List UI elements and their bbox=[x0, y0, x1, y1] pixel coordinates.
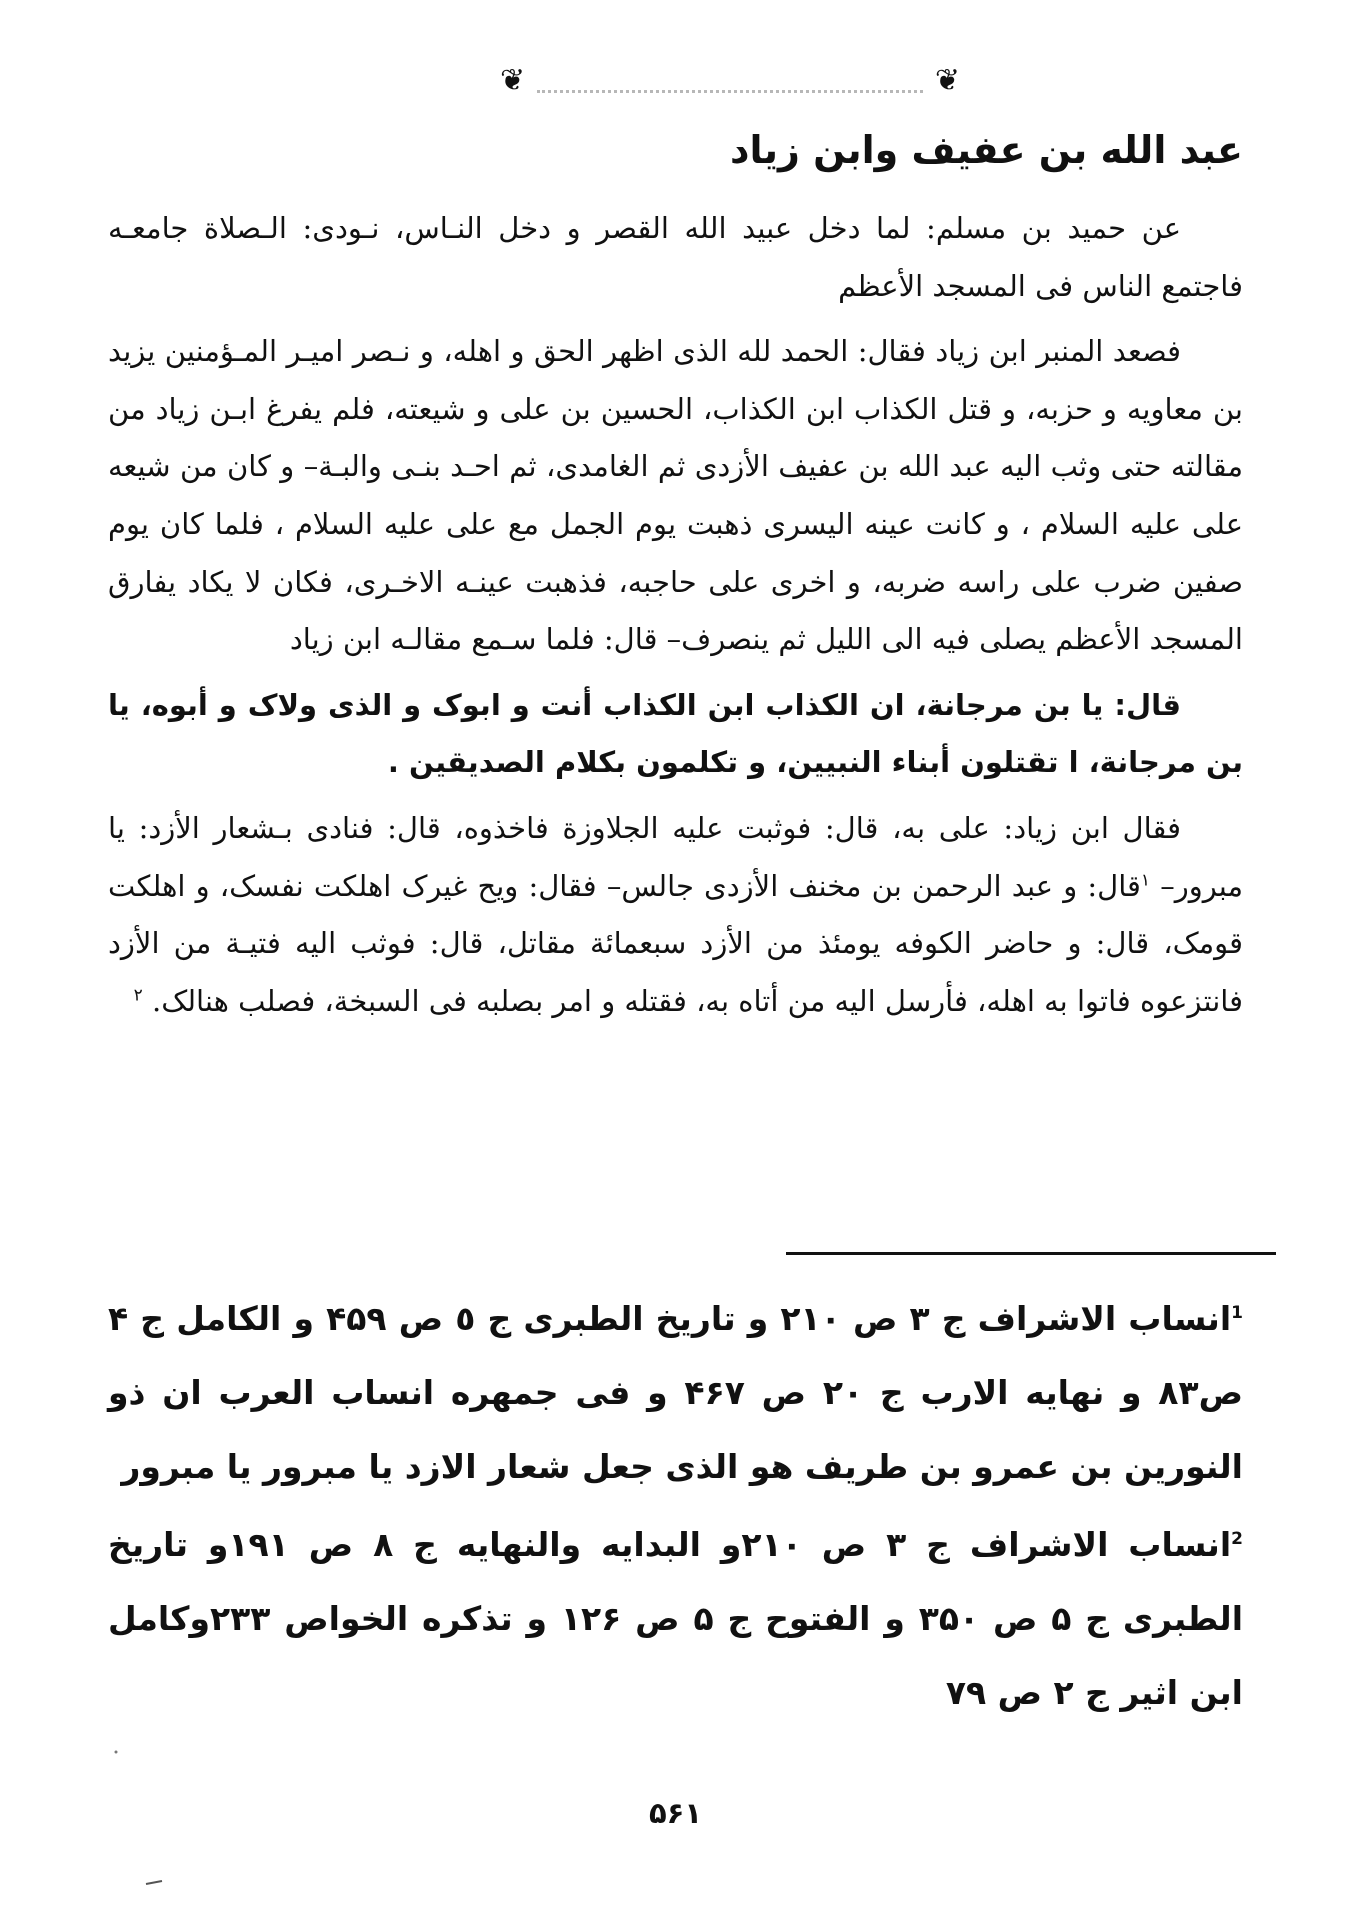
section-title: عبد الله بن عفيف وابن زياد bbox=[730, 128, 1243, 172]
footnote-marker-2: 2 bbox=[1231, 1529, 1243, 1549]
footnote-separator bbox=[786, 1252, 1276, 1255]
header-ornament bbox=[500, 60, 960, 100]
paragraph-2: فصعد المنبر ابن زياد فقال: الحمد لله الذى اظهر الحق و اهله، و نـصر اميـر المـؤمنين يزيد بن معاويه و حزبه، و قتل الكذاب ابن الكذاب، الحسين بن على و شيعته، فلم يفرغ ابـن زياد من مقالته حتى وثب اليه عبد الله بن عفيف الأزدى ثم الغامدى، ثم احـد بنـى والبـة– و كان من شيعه على عليه السلام ، و كانت عينه اليسرى ذهبت يوم الجمل مع على عليه السلام ، فلما كان يوم صفين ضرب على راسه ضربه، و اخرى على حاجبه، فذهبت عينـه الاخـرى، فكان لا يكاد يفارق المسجد الأعظم يصلى فيه الى الليل ثم ينصرف– قال: فلما سـمع مقالـه ابن زياد bbox=[108, 334, 1243, 657]
ornament-left-icon: ❦ bbox=[500, 62, 526, 98]
footnote-2-text: انساب الاشراف ج ٣ ص ٢١٠و البدايه والنهايه ج ٨ ص ١٩١و تاريخ الطبرى ج ۵ ص ٣۵٠ و الفتوح ج ۵ ص ١٢۶ و تذكره الخواص ٢٣٣وكامل ابن اثير ج ٢ ص ٧٩ bbox=[108, 1525, 1244, 1712]
footnote-ref-2: ٢ bbox=[133, 985, 143, 1006]
running-header-faded bbox=[537, 68, 923, 93]
scan-speck-1 bbox=[146, 1881, 162, 1884]
footnote-ref-1: ١ bbox=[1140, 869, 1151, 890]
paragraph-1: عن حميد بن مسلم: لما دخل عبيد الله القصر و دخل النـاس، نـودى: الـصلاة جامعـه فاجتمع الناس فى المسجد الأعظم bbox=[108, 211, 1243, 303]
paragraph-4 bbox=[108, 800, 1243, 1030]
body-text bbox=[108, 200, 1243, 1038]
footnotes bbox=[108, 1282, 1243, 1734]
footnote-1 bbox=[108, 1282, 1243, 1504]
footnote-2 bbox=[108, 1508, 1243, 1730]
paragraph-4-part-a: فقال ابن زياد: على به، قال: فوثبت عليه الجلاوزة فاخذوه، قال: فنادى بـشعار الأزد: يا مبرور– bbox=[108, 810, 1244, 903]
footnote-1-text: انساب الاشراف ج ٣ ص ٢١٠ و تاريخ الطبرى ج ٥ ص ۴۵۹ و الكامل ج ۴ ص٨٣ و نهايه الارب ج ٢٠ ص ۴۶۷ و فى جمهره انساب العرب ان ذو النورين بن عمرو بن طريف هو الذى جعل شعار الازد يا مبرور يا مبرور bbox=[108, 1299, 1243, 1486]
footnote-marker-1: 1 bbox=[1231, 1303, 1243, 1323]
paragraph-3: قال: يا بن مرجانة، ان الكذاب ابن الكذاب أنت و ابوک و الذى ولاک و أبوه، يا بن مرجانة، ا تقتلون أبناء النبيين، و تكلمون بكلام الصديقين . bbox=[108, 687, 1243, 780]
paragraph-4-part-b: قال: و عبد الرحمن بن مخنف الأزدى جالس– فقال: ويح غيرک اهلكت نفسک، و اهلكت قومک، قال: و حاضر الكوفه يومئذ من الأزد سبعمائة مقاتل، قال: فوثب اليه فتيـة من الأزد فانتزعوه فاتوا به اهله، فأرسل اليه من أتاه به، فقتله و امر بصلبه فى السبخة، فصلب هنالک. bbox=[108, 868, 1243, 1018]
ornament-right-icon: ❦ bbox=[934, 62, 960, 98]
page-number: ۵۶١ bbox=[648, 1796, 703, 1830]
scan-speck-2 bbox=[115, 1751, 118, 1754]
